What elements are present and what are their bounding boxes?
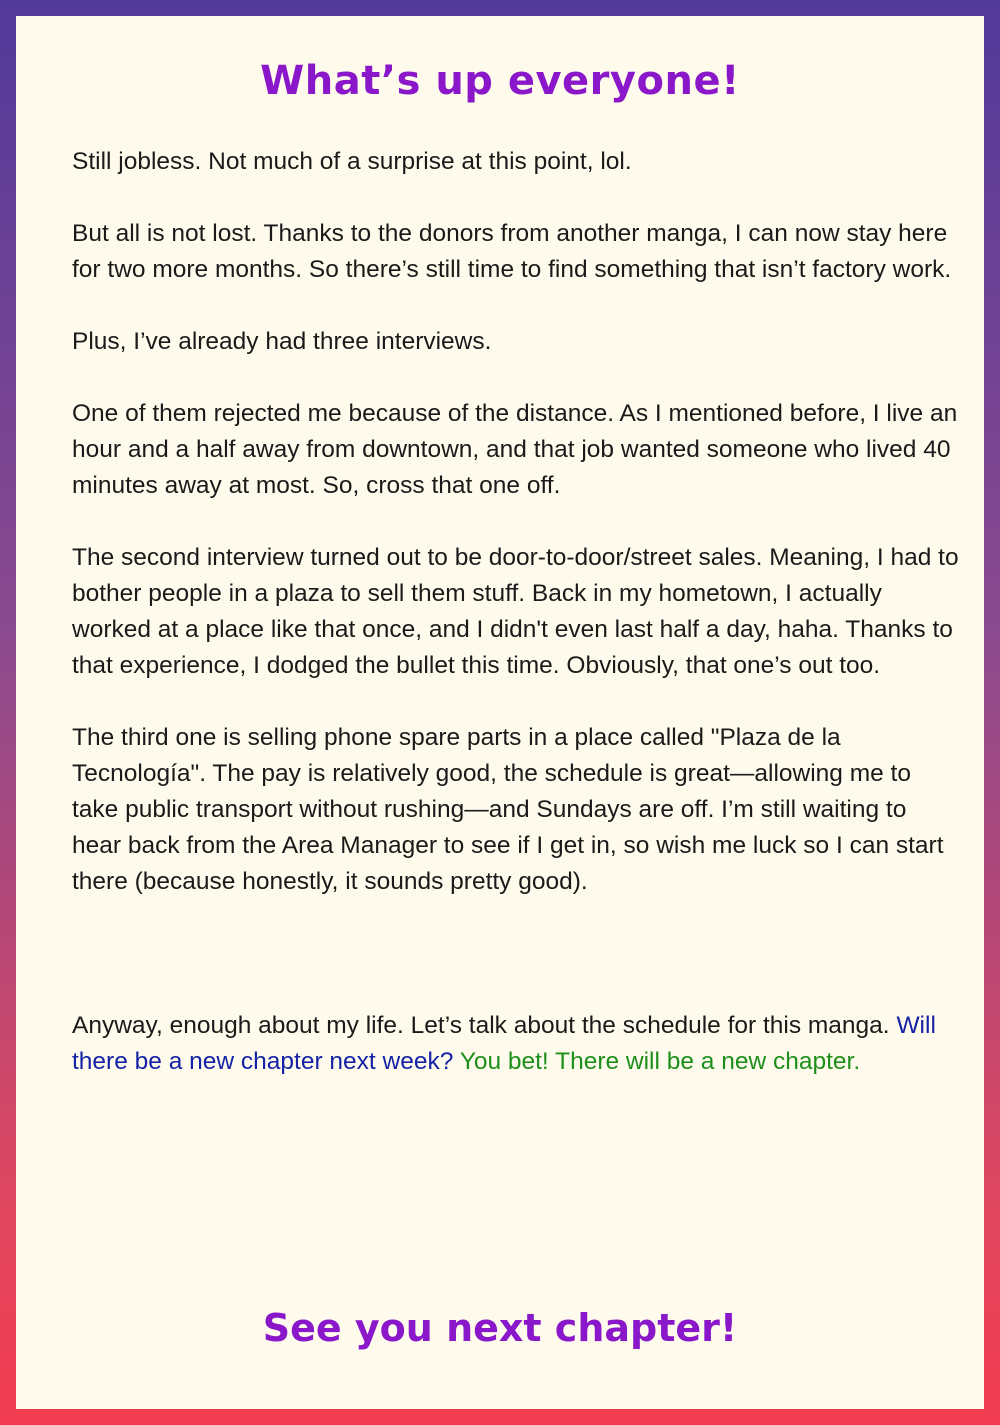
paragraph-3: Plus, I’ve already had three interviews. [72, 328, 492, 355]
schedule-answer: You bet! There will be a new chapter. [453, 1048, 861, 1075]
schedule-question: Will there be a new chapter next week? [72, 1012, 936, 1075]
note-body [72, 144, 962, 1116]
page-title: What’s up everyone! [260, 58, 740, 104]
paragraph-6: The third one is selling phone spare parts in a place called "Plaza de la Tecnología". The pay is relatively good, the schedule is great—allowing me to take public transport without rushing—and Sundays are off. I’m still waiting to hear back from the Area Manager to see if I get in, so wish me luck so I can start there (because honestly, it sounds pretty good). [72, 724, 944, 895]
closing-text: Anyway, enough about my life. Let’s talk about the schedule for this manga. [72, 1012, 897, 1039]
paragraph-1: Still jobless. Not much of a surprise at this point, lol. [72, 148, 632, 175]
closing-paragraph [72, 1008, 962, 1080]
signoff-title: See you next chapter! [262, 1306, 738, 1350]
note-card [16, 16, 984, 1409]
paragraph-4: One of them rejected me because of the distance. As I mentioned before, I live an hour and a half away from downtown, and that job wanted someone who lived 40 minutes away at most. So, cross that one off. [72, 400, 958, 499]
paragraph-5: The second interview turned out to be door-to-door/street sales. Meaning, I had to bother people in a plaza to sell them stuff. Back in my hometown, I actually worked at a place like that once, and I didn't even last half a day, haha. Thanks to that experience, I dodged the bullet this time. Obviously, that one’s out too. [72, 544, 959, 679]
paragraph-2: But all is not lost. Thanks to the donors from another manga, I can now stay here for two more months. So there’s still time to find something that isn’t factory work. [72, 220, 952, 283]
